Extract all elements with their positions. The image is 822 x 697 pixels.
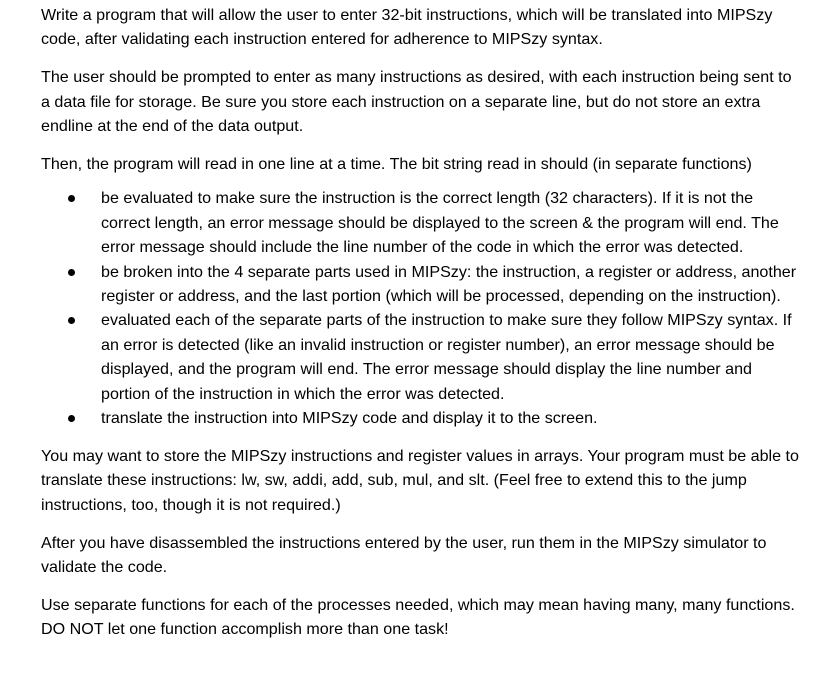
list-item bbox=[41, 186, 801, 259]
then-paragraph: Then, the program will read in one line at a time. The bit string read in should (in separate functions) bbox=[41, 155, 752, 174]
list-item-text: be broken into the 4 separate parts used in MIPSzy: the instruction, a register or address, another register or address, and the last portion (which will be processed, depending on the instruction). bbox=[101, 262, 797, 306]
bullet-icon bbox=[68, 269, 75, 276]
list-item bbox=[41, 308, 801, 406]
bullet-icon bbox=[68, 195, 75, 202]
assignment-document bbox=[41, 3, 801, 655]
list-item-text: translate the instruction into MIPSzy code and display it to the screen. bbox=[101, 409, 598, 428]
list-item bbox=[41, 406, 801, 430]
prompt-paragraph: The user should be prompted to enter as many instructions as desired, with each instruction being sent to a data file for storage. Be sure you store each instruction on a separate line, but do not store an extra endline at the end of the data output. bbox=[41, 68, 792, 136]
simulator-paragraph: After you have disassembled the instructions entered by the user, run them in the MIPSzy simulator to validate the code. bbox=[41, 533, 767, 577]
list-item bbox=[41, 260, 801, 309]
functions-paragraph: Use separate functions for each of the processes needed, which may mean having many, many functions. DO NOT let one function accomplish more than one task! bbox=[41, 596, 795, 639]
list-item-text: evaluated each of the separate parts of the instruction to make sure they follow MIPSzy syntax. If an error is detected (like an invalid instruction or register number), an error message should be displayed, and the program will end. The error message should display the line number and portion of the instruction in which the error was detected. bbox=[101, 311, 792, 403]
requirements-list bbox=[41, 186, 801, 430]
bullet-icon bbox=[68, 317, 75, 324]
arrays-paragraph: You may want to store the MIPSzy instructions and register values in arrays. Your program must be able to translate these instructions: lw, sw, addi, add, sub, mul, and slt. (Feel free to extend this to the jump instructions, too, though it is not required.) bbox=[41, 447, 799, 514]
intro-paragraph: Write a program that will allow the user to enter 32-bit instructions, which will be translated into MIPSzy code, after validating each instruction entered for adherence to MIPSzy syntax. bbox=[41, 6, 773, 49]
bullet-icon bbox=[68, 415, 75, 422]
list-item-text: be evaluated to make sure the instruction is the correct length (32 characters). If it is not the correct length, an error message should be displayed to the screen & the program will end. The error message should include the line number of the code in which the error was detected. bbox=[101, 189, 779, 257]
